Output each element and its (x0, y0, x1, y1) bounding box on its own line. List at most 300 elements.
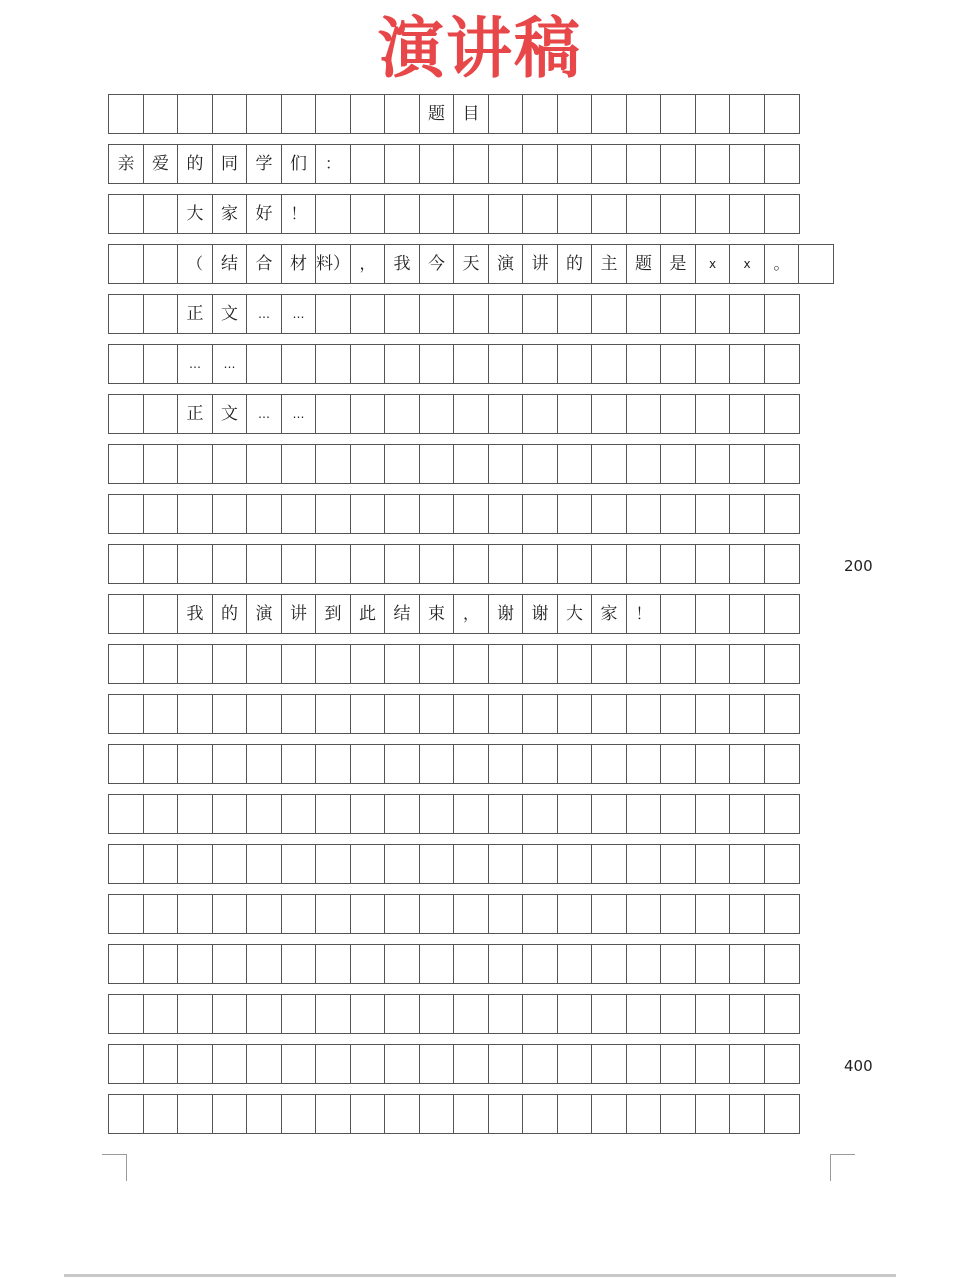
grid-cell (764, 394, 800, 434)
grid-cell (177, 1044, 213, 1084)
grid-cell (315, 544, 351, 584)
grid-cell: … (212, 344, 248, 384)
grid-cell (281, 1044, 317, 1084)
grid-cell (212, 644, 248, 684)
grid-cell (522, 844, 558, 884)
grid-cell (626, 1094, 662, 1134)
grid-cell (453, 644, 489, 684)
grid-cell (384, 344, 420, 384)
grid-cell (177, 794, 213, 834)
grid-cell (350, 444, 386, 484)
grid-cell: 材 (281, 244, 317, 284)
grid-cell (488, 794, 524, 834)
grid-cell (660, 344, 696, 384)
grid-cell (557, 794, 593, 834)
grid-cell (695, 94, 731, 134)
grid-cell (108, 894, 144, 934)
grid-cell (660, 194, 696, 234)
grid-cell (453, 944, 489, 984)
grid-cell (315, 644, 351, 684)
grid-cell (522, 944, 558, 984)
grid-cell: x (695, 244, 731, 284)
grid-cell (108, 694, 144, 734)
grid-cell: 爱 (143, 144, 179, 184)
grid-cell (384, 194, 420, 234)
grid-cell: 束 (419, 594, 455, 634)
grid-cell (315, 794, 351, 834)
grid-row (108, 944, 832, 984)
grid-cell (557, 394, 593, 434)
grid-cell (212, 494, 248, 534)
grid-cell (764, 294, 800, 334)
grid-cell (660, 944, 696, 984)
grid-cell (212, 444, 248, 484)
grid-cell (143, 1094, 179, 1134)
grid-cell (660, 1044, 696, 1084)
grid-cell (488, 994, 524, 1034)
grid-cell (764, 1044, 800, 1084)
grid-cell (626, 394, 662, 434)
grid-cell (626, 794, 662, 834)
grid-cell (660, 594, 696, 634)
grid-row (108, 544, 873, 584)
grid-cell: 今 (419, 244, 455, 284)
grid-cell (419, 994, 455, 1034)
grid-cell (419, 894, 455, 934)
grid-cell: 大 (557, 594, 593, 634)
grid-cell (350, 394, 386, 434)
grid-cell: 到 (315, 594, 351, 634)
grid-row (108, 394, 832, 434)
grid-cell (350, 894, 386, 934)
grid-cell (591, 194, 627, 234)
grid-cell (177, 94, 213, 134)
grid-cell: 谢 (522, 594, 558, 634)
grid-cell (729, 144, 765, 184)
grid-cell (212, 694, 248, 734)
grid-cell (419, 1094, 455, 1134)
grid-cell (729, 594, 765, 634)
grid-cell (108, 744, 144, 784)
character-count-label: 400 (844, 1057, 873, 1075)
grid-cell: 的 (177, 144, 213, 184)
grid-cell (626, 994, 662, 1034)
grid-cell (591, 844, 627, 884)
grid-cell (522, 494, 558, 534)
grid-cell (281, 94, 317, 134)
grid-cell (660, 294, 696, 334)
grid-cell (350, 644, 386, 684)
grid-cell (695, 694, 731, 734)
grid-cell (143, 94, 179, 134)
grid-cell: ： (315, 144, 351, 184)
grid-cell: 正 (177, 394, 213, 434)
grid-cell (557, 144, 593, 184)
grid-cell (626, 744, 662, 784)
grid-cell (557, 494, 593, 534)
grid-cell (315, 444, 351, 484)
grid-cell (350, 294, 386, 334)
grid-cell (660, 644, 696, 684)
grid-cell: 的 (557, 244, 593, 284)
grid-cell (384, 1094, 420, 1134)
grid-cell (143, 244, 179, 284)
grid-cell (143, 944, 179, 984)
grid-cell (522, 294, 558, 334)
grid-cell (143, 344, 179, 384)
grid-cell (108, 294, 144, 334)
grid-cell: 谢 (488, 594, 524, 634)
grid-cell (660, 844, 696, 884)
grid-cell (350, 144, 386, 184)
grid-cell (488, 1044, 524, 1084)
grid-cell (695, 744, 731, 784)
grid-cell (315, 744, 351, 784)
grid-cell (488, 944, 524, 984)
grid-cell (729, 194, 765, 234)
grid-row (108, 294, 832, 334)
grid-cell (384, 544, 420, 584)
grid-cell (246, 894, 282, 934)
grid-cell: 大 (177, 194, 213, 234)
grid-cell (212, 744, 248, 784)
grid-cell (384, 144, 420, 184)
grid-cell (764, 694, 800, 734)
grid-cell (591, 894, 627, 934)
grid-cell (453, 694, 489, 734)
grid-cell (522, 394, 558, 434)
grid-row (108, 994, 832, 1034)
grid-cell (626, 144, 662, 184)
grid-cell (522, 1044, 558, 1084)
grid-cell (177, 444, 213, 484)
grid-cell (246, 944, 282, 984)
grid-cell (419, 544, 455, 584)
grid-cell (212, 894, 248, 934)
grid-cell (212, 544, 248, 584)
grid-cell (212, 994, 248, 1034)
grid-cell (626, 94, 662, 134)
writing-grid (108, 94, 873, 1144)
grid-row (108, 894, 832, 934)
page-bottom-rule (64, 1274, 896, 1277)
grid-cell (315, 1044, 351, 1084)
grid-cell (522, 344, 558, 384)
grid-cell: 家 (212, 194, 248, 234)
grid-cell (591, 544, 627, 584)
grid-cell (729, 444, 765, 484)
page-title: 演讲稿 (378, 10, 582, 87)
grid-cell (212, 844, 248, 884)
grid-cell (764, 894, 800, 934)
grid-cell (626, 344, 662, 384)
grid-cell (246, 844, 282, 884)
grid-cell (453, 544, 489, 584)
grid-cell (419, 794, 455, 834)
grid-cell (315, 994, 351, 1034)
grid-cell (557, 844, 593, 884)
grid-cell: … (281, 394, 317, 434)
grid-cell (522, 794, 558, 834)
grid-cell (557, 944, 593, 984)
grid-cell (695, 144, 731, 184)
grid-cell (764, 644, 800, 684)
grid-cell (522, 144, 558, 184)
grid-cell (488, 94, 524, 134)
grid-cell (557, 1094, 593, 1134)
grid-cell (695, 1094, 731, 1134)
grid-cell (143, 394, 179, 434)
grid-cell (453, 794, 489, 834)
grid-cell: 目 (453, 94, 489, 134)
grid-cell (557, 94, 593, 134)
grid-row (108, 194, 832, 234)
grid-cell (143, 594, 179, 634)
grid-cell (177, 644, 213, 684)
grid-cell (108, 544, 144, 584)
grid-cell: 亲 (108, 144, 144, 184)
grid-cell (108, 794, 144, 834)
grid-cell (177, 894, 213, 934)
grid-row (108, 144, 832, 184)
grid-cell (384, 644, 420, 684)
grid-cell (281, 944, 317, 984)
grid-row (108, 594, 832, 634)
grid-cell (453, 1094, 489, 1134)
grid-cell (108, 444, 144, 484)
grid-cell (764, 844, 800, 884)
grid-cell (419, 644, 455, 684)
grid-row (108, 94, 832, 134)
grid-cell (522, 694, 558, 734)
grid-cell (626, 944, 662, 984)
grid-cell (729, 894, 765, 934)
grid-cell: 题 (419, 94, 455, 134)
grid-cell (246, 544, 282, 584)
grid-cell (143, 694, 179, 734)
grid-cell (729, 844, 765, 884)
grid-cell (695, 894, 731, 934)
grid-cell (212, 1094, 248, 1134)
grid-cell (626, 544, 662, 584)
grid-cell (212, 1044, 248, 1084)
grid-cell (143, 794, 179, 834)
grid-cell (108, 94, 144, 134)
grid-cell (626, 844, 662, 884)
grid-cell (764, 994, 800, 1034)
grid-cell (315, 844, 351, 884)
grid-cell (419, 1044, 455, 1084)
grid-cell (488, 394, 524, 434)
grid-cell (350, 844, 386, 884)
grid-cell (315, 894, 351, 934)
grid-cell: … (246, 294, 282, 334)
grid-cell (108, 644, 144, 684)
grid-cell (143, 544, 179, 584)
grid-cell (488, 494, 524, 534)
grid-cell (315, 294, 351, 334)
grid-cell (177, 744, 213, 784)
grid-cell (419, 494, 455, 534)
grid-cell (764, 794, 800, 834)
grid-cell (453, 344, 489, 384)
grid-cell (591, 344, 627, 384)
grid-cell (384, 744, 420, 784)
grid-cell (350, 744, 386, 784)
grid-cell (626, 494, 662, 534)
grid-cell (522, 194, 558, 234)
grid-cell (660, 394, 696, 434)
grid-cell (557, 444, 593, 484)
grid-cell (764, 144, 800, 184)
grid-cell (729, 694, 765, 734)
grid-cell (246, 494, 282, 534)
grid-cell (764, 344, 800, 384)
grid-cell (246, 994, 282, 1034)
grid-cell (591, 394, 627, 434)
grid-cell: 。 (764, 244, 800, 284)
grid-cell (488, 694, 524, 734)
grid-cell (350, 544, 386, 584)
grid-cell (315, 944, 351, 984)
grid-cell (695, 494, 731, 534)
grid-row (108, 844, 832, 884)
grid-cell (108, 494, 144, 534)
grid-cell (281, 694, 317, 734)
grid-cell (108, 1044, 144, 1084)
character-count-label: 200 (844, 557, 873, 575)
grid-cell: 演 (488, 244, 524, 284)
grid-cell (419, 294, 455, 334)
grid-cell (557, 194, 593, 234)
grid-cell (108, 194, 144, 234)
grid-cell (695, 994, 731, 1034)
grid-cell (695, 844, 731, 884)
grid-cell (488, 194, 524, 234)
grid-cell (281, 744, 317, 784)
grid-cell (143, 294, 179, 334)
grid-cell: 合 (246, 244, 282, 284)
grid-cell (246, 794, 282, 834)
grid-cell (695, 544, 731, 584)
grid-cell (695, 1044, 731, 1084)
grid-cell (764, 544, 800, 584)
grid-cell (660, 444, 696, 484)
grid-cell (591, 744, 627, 784)
grid-cell: 我 (384, 244, 420, 284)
grid-cell: x (729, 244, 765, 284)
grid-cell (488, 844, 524, 884)
grid-cell (695, 444, 731, 484)
grid-cell (695, 794, 731, 834)
grid-cell (764, 194, 800, 234)
grid-cell: 是 (660, 244, 696, 284)
grid-cell (453, 294, 489, 334)
grid-cell (488, 1094, 524, 1134)
grid-cell (384, 694, 420, 734)
grid-cell (246, 744, 282, 784)
grid-cell (419, 394, 455, 434)
grid-cell (660, 1094, 696, 1134)
grid-cell (350, 344, 386, 384)
grid-cell (729, 744, 765, 784)
grid-cell (108, 594, 144, 634)
grid-cell (384, 94, 420, 134)
grid-cell (557, 344, 593, 384)
grid-cell: … (246, 394, 282, 434)
grid-cell: 我 (177, 594, 213, 634)
grid-cell (798, 244, 834, 284)
grid-cell (591, 694, 627, 734)
grid-cell (557, 994, 593, 1034)
grid-cell (764, 444, 800, 484)
grid-cell: 结 (212, 244, 248, 284)
grid-cell (350, 1094, 386, 1134)
grid-cell (522, 744, 558, 784)
grid-cell (281, 344, 317, 384)
grid-cell (488, 144, 524, 184)
grid-cell (281, 1094, 317, 1134)
grid-cell (626, 694, 662, 734)
grid-cell (453, 394, 489, 434)
grid-row (108, 694, 832, 734)
grid-cell (695, 194, 731, 234)
grid-cell (453, 444, 489, 484)
grid-cell: 讲 (281, 594, 317, 634)
grid-cell (453, 894, 489, 934)
grid-cell (522, 94, 558, 134)
grid-cell (695, 394, 731, 434)
grid-cell (143, 644, 179, 684)
grid-cell (626, 644, 662, 684)
grid-cell (453, 744, 489, 784)
grid-cell (557, 294, 593, 334)
grid-cell (246, 444, 282, 484)
grid-cell (419, 844, 455, 884)
grid-cell (591, 144, 627, 184)
grid-cell (557, 1044, 593, 1084)
grid-row (108, 1094, 832, 1134)
grid-cell (488, 294, 524, 334)
grid-cell (729, 294, 765, 334)
grid-cell (177, 844, 213, 884)
grid-cell: 正 (177, 294, 213, 334)
grid-cell (384, 794, 420, 834)
grid-cell (591, 444, 627, 484)
grid-cell (315, 1094, 351, 1134)
grid-cell (315, 194, 351, 234)
grid-cell (143, 994, 179, 1034)
grid-cell (626, 194, 662, 234)
grid-cell: 们 (281, 144, 317, 184)
grid-cell (281, 444, 317, 484)
grid-cell (246, 644, 282, 684)
grid-cell (764, 94, 800, 134)
grid-cell (729, 1044, 765, 1084)
grid-cell (143, 1044, 179, 1084)
grid-cell: ！ (281, 194, 317, 234)
grid-cell (453, 144, 489, 184)
grid-cell (246, 1044, 282, 1084)
grid-cell (729, 794, 765, 834)
grid-cell (315, 694, 351, 734)
grid-cell (246, 94, 282, 134)
grid-cell (108, 394, 144, 434)
crop-mark-right (830, 1154, 855, 1181)
grid-row (108, 244, 832, 284)
grid-cell (177, 944, 213, 984)
grid-cell: 料） (315, 244, 351, 284)
